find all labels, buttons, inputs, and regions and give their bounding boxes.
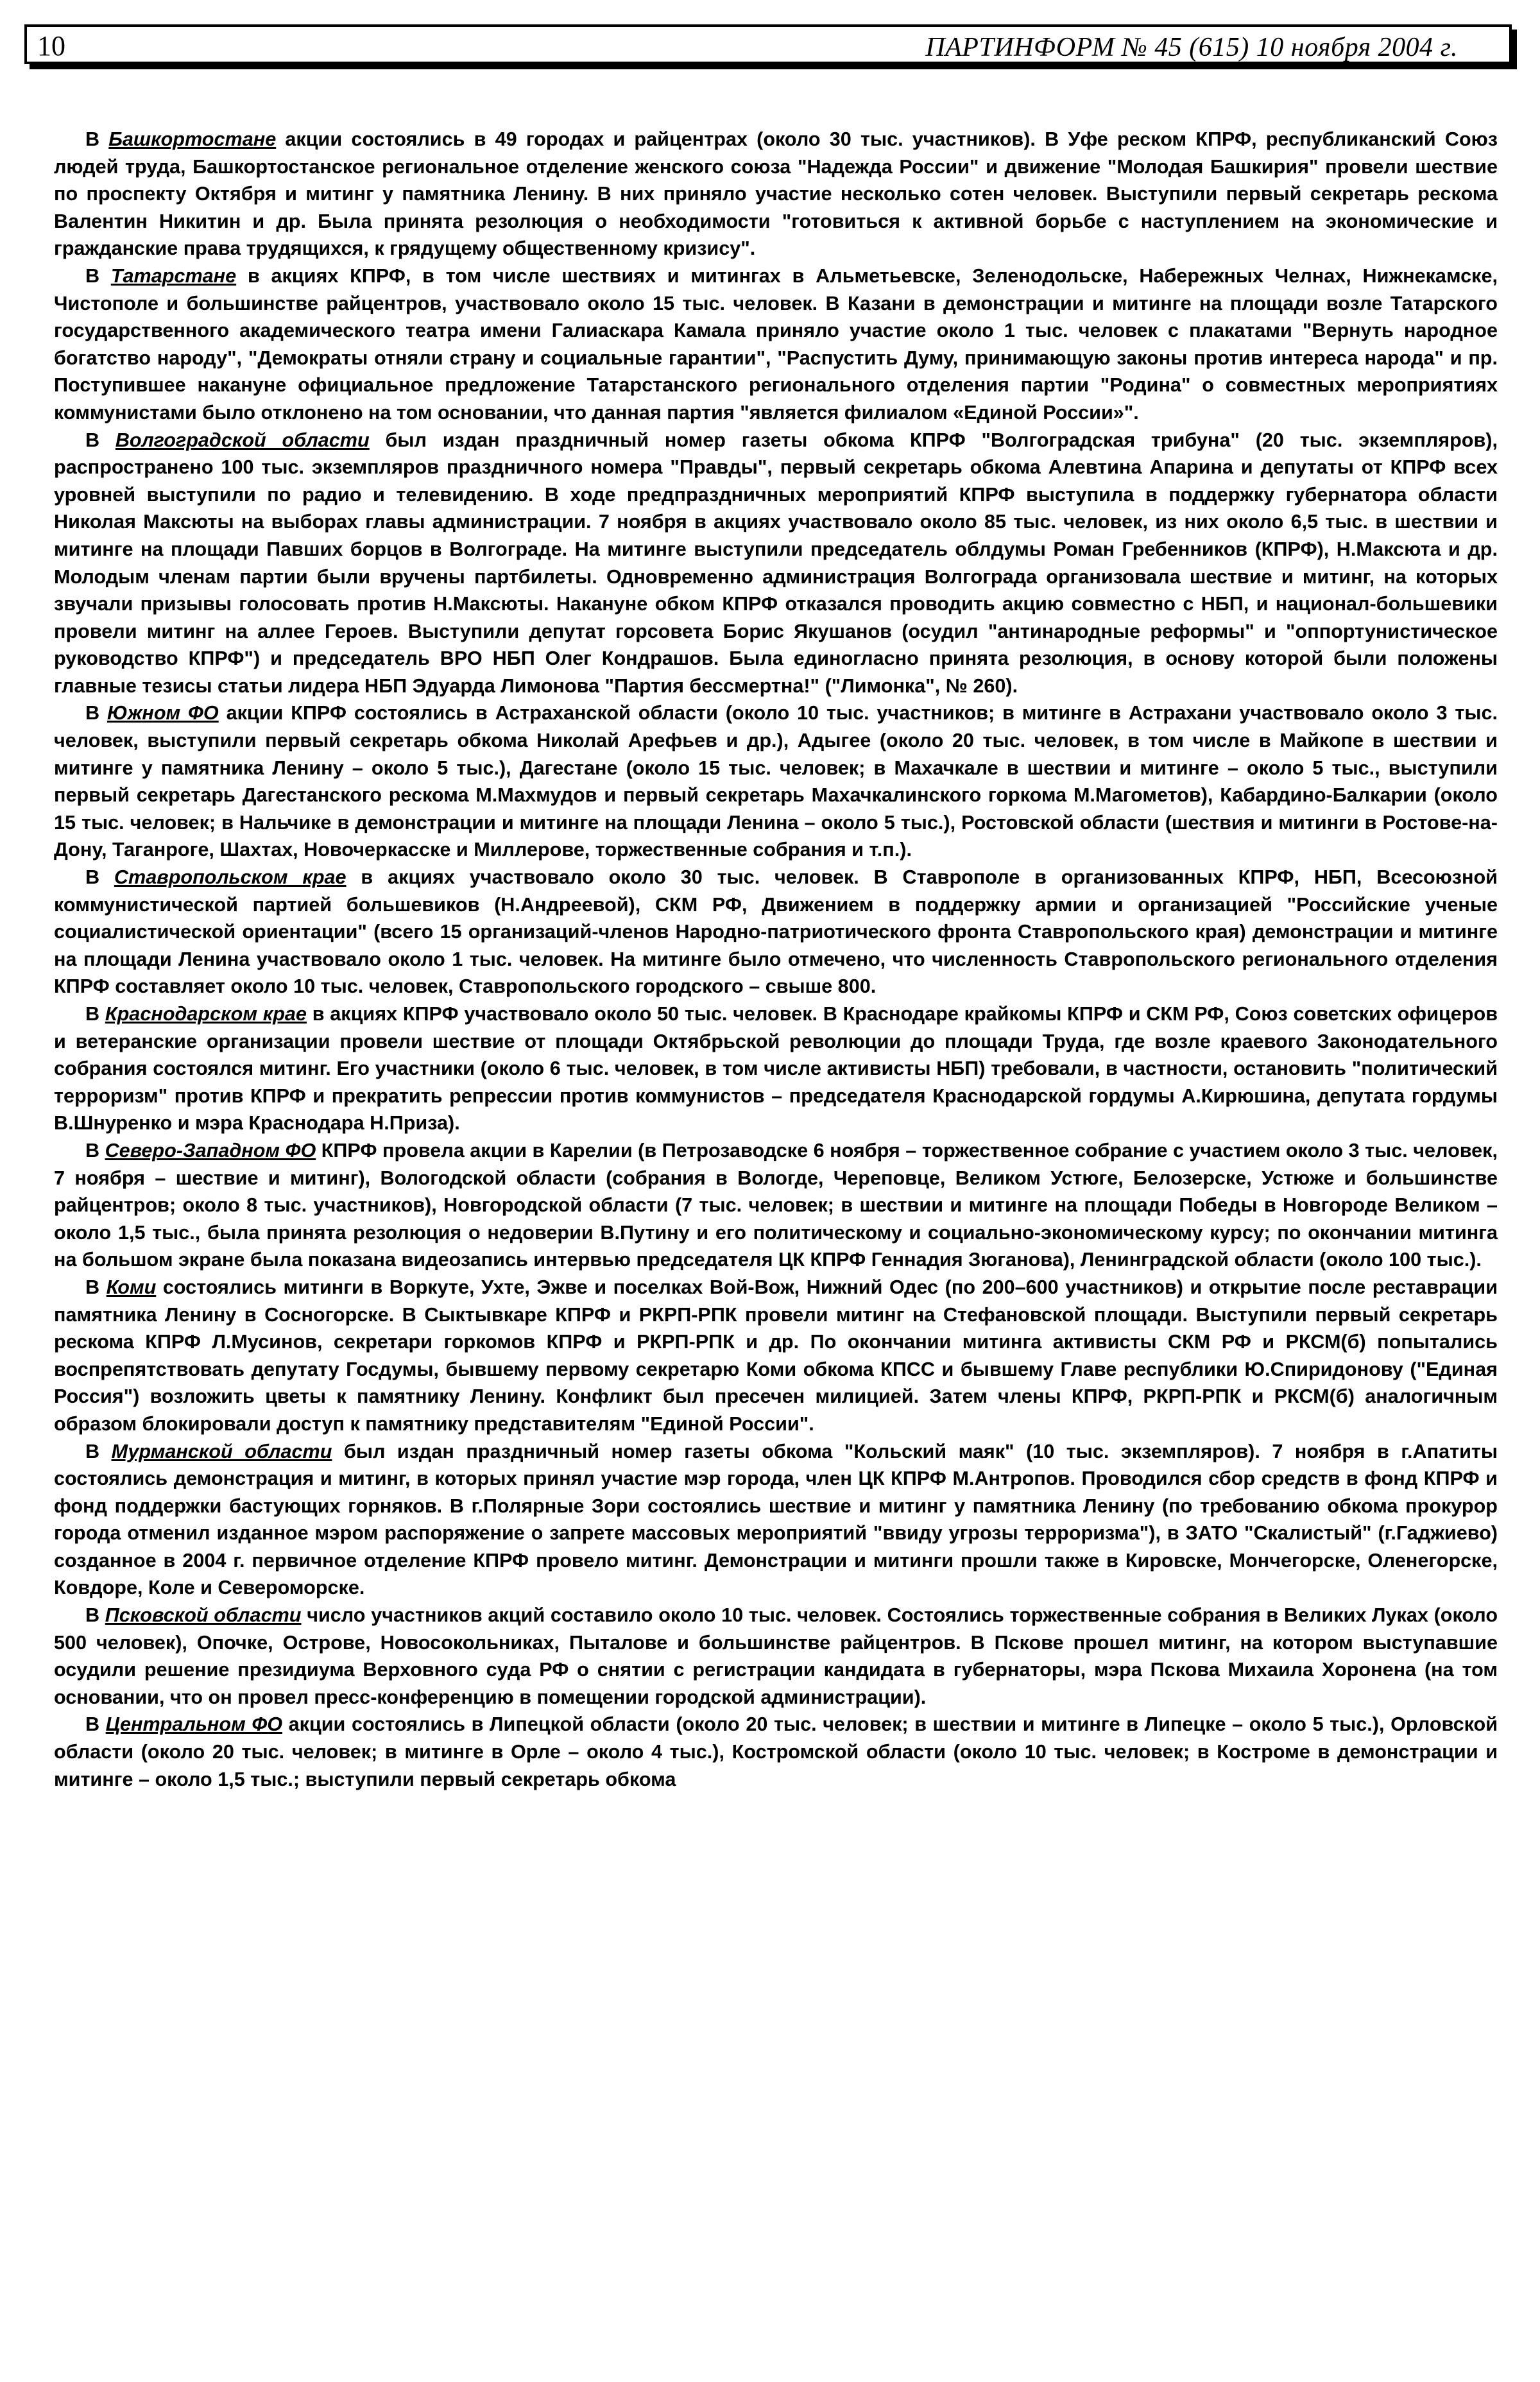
paragraph-text: акции состоялись в Липецкой области (около 20 тыс. человек; в шествии и митинге в Липецке – около 5 тыс.), Орловской области (около 20 тыс. человек; в митинге в Орле – около 4 тыс.), Костромской области (около 10 тыс. человек; в Костроме в демонстрации и митинге – около 1,5 тыс.; выступили первый секретарь обкома xyxy=(54,1713,1498,1790)
paragraph-text: акции КПРФ состоялись в Астраханской области (около 10 тыс. участников; в митинге в Астрахани участвовало около 3 тыс. человек, выступили первый секретарь обкома Николай Арефьев и др.), Адыгее (около 20 тыс. человек, в том числе в Майкопе в шествии и митинге у памятника Ленину – около 5 тыс.), Дагестане (около 15 тыс. человек; в Махачкале в шествии и митинге – около 5 тыс., выступили первый секретарь Дагестанского рескома М.Махмудов и первый секретарь Махачкалинского горкома М.Магометов), Кабардино-Балкарии (около 15 тыс. человек; в Нальчике в демонстрации и митинге на площади Ленина – около 5 тыс.), Ростовской области (шествия и митинги в Ростове-на-Дону, Таганроге, Шахтах, Новочеркасске и Миллерове, торжественные собрания и т.п.). xyxy=(54,702,1498,861)
paragraph-northwest-fo: В Северо-Западном ФО КПРФ провела акции в Карелии (в Петрозаводске 6 ноября – торжественное собрание с участием около 3 тыс. человек, 7 ноября – шествие и митинг), Вологодской области (собрания в Вологде, Череповце, Великом Устюге, Белозерске, Устюже и большинстве райцентров; около 8 тыс. участников), Новгородской области (7 тыс. человек; в шествии и митинге на площади Победы в Новгороде Великом – около 1,5 тыс., была принята резолюция о недоверии В.Путину и его политическому и социально-экономическому курсу; по окончании митинга на большом экране была показана видеозапись интервью председателя ЦК КПРФ Геннадия Зюганова), Ленинградской области (около 100 тыс.). xyxy=(54,1139,1498,1271)
page-header xyxy=(24,24,1512,64)
paragraph-pskov: В Псковской области число участников акций составило около 10 тыс. человек. Состоялись торжественные собрания в Великих Луках (около 500 человек), Опочке, Острове, Новосокольниках, Пыталове и большинстве райцентров. В Пскове прошел митинг, на котором выступавшие осудили решение президиума Верховного суда РФ о снятии с регистрации кандидата в губернаторы, мэра Пскова Михаила Хоронена (на том основании, что он провел пресс-конференцию в помещении городской администрации). xyxy=(54,1604,1498,1708)
paragraph-krasnodar: В Краснодарском крае в акциях КПРФ участвовало около 50 тыс. человек. В Краснодаре крайкомы КПРФ и СКМ РФ, Союз советских офицеров и ветеранские организации провели шествие от площади Октябрьской революции до площади Труда, где возле краевого Законодательного собрания состоялся митинг. Его участники (около 6 тыс. человек, в том числе активисты НБП) требовали, в частности, остановить "политический терроризм" против КПРФ и прекратить репрессии против коммунистов – председателя Краснодарской гордумы А.Кирюшина, депутата гордумы В.Шнуренко и мэра Краснодара Н.Приза). xyxy=(54,1003,1498,1135)
paragraph-central-fo: В Центральном ФО акции состоялись в Липецкой области (около 20 тыс. человек; в шествии и митинге в Липецке – около 5 тыс.), Орловской области (около 20 тыс. человек; в митинге в Орле – около 4 тыс.), Костромской области (около 10 тыс. человек; в Костроме в демонстрации и митинге – около 1,5 тыс.; выступили первый секретарь обкома xyxy=(54,1713,1498,1790)
issue-title: ПАРТИНФОРМ № 45 (615) 10 ноября 2004 г. xyxy=(925,33,1458,62)
region-name: Ставропольском крае xyxy=(114,866,346,889)
article-body xyxy=(54,126,1498,1793)
paragraph-murmansk: В Мурманской области был издан праздничный номер газеты обкома "Кольский маяк" (10 тыс. экземпляров). 7 ноября в г.Апатиты состоялись демонстрация и митинг, в которых принял участие мэр города, член ЦК КПРФ М.Антропов. Проводился сбор средств в фонд КПРФ и фонд поддержки бастующих горняков. В г.Полярные Зори состоялись шествие и митинг у памятника Ленину (по требованию обкома прокурор города отменил изданное мэром распоряжение о запрете массовых мероприятий "ввиду угрозы терроризма"), в ЗАТО "Скалистый" (г.Гаджиево) созданное в 2004 г. первичное отделение КПРФ провело митинг. Демонстрации и митинги прошли также в Кировске, Мончегорске, Оленегорске, Ковдоре, Коле и Североморске. xyxy=(54,1440,1498,1599)
paragraph-text: был издан праздничный номер газеты обкома КПРФ "Волгоградская трибуна" (20 тыс. экземпляров), распространено 100 тыс. экземпляров праздничного номера "Правды", первый секретарь обкома Алевтина Апарина и депутаты от КПРФ всех уровней выступили по радио и телевидению. В ходе предпраздничных мероприятий КПРФ выступила в поддержку губернатора области Николая Максюты на выборах главы администрации. 7 ноября в акциях участвовало около 85 тыс. человек, из них около 6,5 тыс. в шествии и митинге на площади Павших борцов в Волгограде. На митинге выступили председатель облдумы Роман Гребенников (КПРФ), Н.Максюта и др. Молодым членам партии были вручены партбилеты. Одновременно администрация Волгограда организовала шествие и митинг, на которых звучали призывы голосовать против Н.Максюты. Накануне обком КПРФ отказался проводить акцию совместно с НБП, и национал-большевики провели митинг на аллее Героев. Выступили депутат горсовета Борис Якушанов (осудил "антинародные реформы" и "оппортунистическое руководство КПРФ") и председатель ВРО НБП Олег Кондрашов. Была единогласно принята резолюция, в основу которой были положены главные тезисы статьи лидера НБП Эдуарда Лимонова "Партия бессмертна!" ("Лимонка", № 260). xyxy=(54,429,1498,697)
region-name: Центральном ФО xyxy=(105,1713,283,1736)
paragraph-tatarstan: В Татарстане в акциях КПРФ, в том числе шествиях и митингах в Альметьевске, Зеленодольске, Набережных Челнах, Нижнекамске, Чистополе и большинстве райцентров, участвовало около 15 тыс. человек. В Казани в демонстрации и митинге на площади возле Татарского государственного академического театра имени Галиаскара Камала приняло участие около 1 тыс. человек с плакатами "Вернуть народное богатство народу", "Демократы отняли страну и социальные гарантии", "Распустить Думу, принимающую законы против интереса народа" и пр. Поступившее накануне официальное предложение Татарстанского регионального отделения партии "Родина" о совместных мероприятиях коммунистами было отклонено на том основании, что данная партия "является филиалом «Единой России»". xyxy=(54,264,1498,424)
region-name: Коми xyxy=(106,1276,157,1298)
paragraph-text: акции состоялись в 49 городах и райцентрах (около 30 тыс. участников). В Уфе реском КПРФ, республиканский Союз людей труда, Башкортостанское региональное отделение женского союза "Надежда России" и движение "Молодая Башкирия" провели шествие по проспекту Октября и митинг у памятника Ленину. В них приняло участие несколько сотен человек. Выступили первый секретарь рескома Валентин Никитин и др. Была принята резолюция о необходимости "готовиться к активной борьбе с наступлением на экономические и гражданские права трудящихся, к грядущему общественному кризису". xyxy=(54,128,1498,260)
paragraph-text: в акциях КПРФ, в том числе шествиях и митингах в Альметьевске, Зеленодольске, Набережных Челнах, Нижнекамске, Чистополе и большинстве райцентров, участвовало около 15 тыс. человек. В Казани в демонстрации и митинге на площади возле Татарского государственного академического театра имени Галиаскара Камала приняло участие около 1 тыс. человек с плакатами "Вернуть народное богатство народу", "Демократы отняли страну и социальные гарантии", "Распустить Думу, принимающую законы против интереса народа" и пр. Поступившее накануне официальное предложение Татарстанского регионального отделения партии "Родина" о совместных мероприятиях коммунистами было отклонено на том основании, что данная партия "является филиалом «Единой России»". xyxy=(54,264,1498,424)
paragraph-text: в акциях участвовало около 30 тыс. человек. В Ставрополе в организованных КПРФ, НБП, Всесоюзной коммунистической партией большевиков (Н.Андреевой), СКМ РФ, Движением в поддержку армии и организацией "Российские ученые социалистической ориентации" (всего 15 организаций-членов Народно-патриотического фронта Ставропольского края) демонстрации и митинге на площади Ленина участвовало около 1 тыс. человек. На митинге было отмечено, что численность Ставропольского регионального отделения КПРФ составляет около 10 тыс. человек, Ставропольского городского – свыше 800. xyxy=(54,866,1498,998)
region-name: Башкортостане xyxy=(108,128,277,150)
paragraph-text: был издан праздничный номер газеты обкома "Кольский маяк" (10 тыс. экземпляров). 7 ноября в г.Апатиты состоялись демонстрация и митинг, в которых принял участие мэр города, член ЦК КПРФ М.Антропов. Проводился сбор средств в фонд КПРФ и фонд поддержки бастующих горняков. В г.Полярные Зори состоялись шествие и митинг у памятника Ленину (по требованию обкома прокурор города отменил изданное мэром распоряжение о запрете массовых мероприятий "ввиду угрозы терроризма"), в ЗАТО "Скалистый" (г.Гаджиево) созданное в 2004 г. первичное отделение КПРФ провело митинг. Демонстрации и митинги прошли также в Кировске, Мончегорске, Оленегорске, Ковдоре, Коле и Североморске. xyxy=(54,1440,1498,1599)
region-name: Татарстане xyxy=(110,264,237,287)
paragraph-bashkortostan: В Башкортостане акции состоялись в 49 городах и райцентрах (около 30 тыс. участников). В Уфе реском КПРФ, республиканский Союз людей труда, Башкортостанское региональное отделение женского союза "Надежда России" и движение "Молодая Башкирия" провели шествие по проспекту Октября и митинг у памятника Ленину. В них приняло участие несколько сотен человек. Выступили первый секретарь рескома Валентин Никитин и др. Была принята резолюция о необходимости "готовиться к активной борьбе с наступлением на экономические и гражданские права трудящихся, к грядущему общественному кризису". xyxy=(54,128,1498,260)
region-name: Волгоградской области xyxy=(115,429,370,451)
region-name: Краснодарском крае xyxy=(105,1003,307,1025)
region-name: Псковской области xyxy=(105,1604,302,1627)
paragraph-south-fo: В Южном ФО акции КПРФ состоялись в Астраханской области (около 10 тыс. участников; в митинге в Астрахани участвовало около 3 тыс. человек, выступили первый секретарь обкома Николай Арефьев и др.), Адыгее (около 20 тыс. человек, в том числе в Майкопе в шествии и митинге у памятника Ленину – около 5 тыс.), Дагестане (около 15 тыс. человек; в Махачкале в шествии и митинге – около 5 тыс., выступили первый секретарь Дагестанского рескома М.Махмудов и первый секретарь Махачкалинского горкома М.Магометов), Кабардино-Балкарии (около 15 тыс. человек; в Нальчике в демонстрации и митинге на площади Ленина – около 5 тыс.), Ростовской области (шествия и митинги в Ростове-на-Дону, Таганроге, Шахтах, Новочеркасске и Миллерове, торжественные собрания и т.п.). xyxy=(54,702,1498,861)
page-number: 10 xyxy=(37,30,65,62)
region-name: Северо-Западном ФО xyxy=(105,1139,316,1161)
paragraph-text: число участников акций составило около 10 тыс. человек. Состоялись торжественные собрания в Великих Луках (около 500 человек), Опочке, Острове, Новосокольниках, Пыталове и большинстве райцентров. В Пскове прошел митинг, на котором выступавшие осудили решение президиума Верховного суда РФ о снятии с регистрации кандидата в губернаторы, мэра Пскова Михаила Хоронена (на том основании, что он провел пресс-конференцию в помещении городской администрации). xyxy=(54,1604,1498,1708)
paragraph-stavropol: В Ставропольском крае в акциях участвовало около 30 тыс. человек. В Ставрополе в организованных КПРФ, НБП, Всесоюзной коммунистической партией большевиков (Н.Андреевой), СКМ РФ, Движением в поддержку армии и организацией "Российские ученые социалистической ориентации" (всего 15 организаций-членов Народно-патриотического фронта Ставропольского края) демонстрации и митинге на площади Ленина участвовало около 1 тыс. человек. На митинге было отмечено, что численность Ставропольского регионального отделения КПРФ составляет около 10 тыс. человек, Ставропольского городского – свыше 800. xyxy=(54,866,1498,998)
paragraph-text: в акциях КПРФ участвовало около 50 тыс. человек. В Краснодаре крайкомы КПРФ и СКМ РФ, Союз советских офицеров и ветеранские организации провели шествие от площади Октябрьской революции до площади Труда, где возле краевого Законодательного собрания состоялся митинг. Его участники (около 6 тыс. человек, в том числе активисты НБП) требовали, в частности, остановить "политический терроризм" против КПРФ и прекратить репрессии против коммунистов – председателя Краснодарской гордумы А.Кирюшина, депутата гордумы В.Шнуренко и мэра Краснодара Н.Приза). xyxy=(54,1003,1498,1135)
region-name: Южном ФО xyxy=(107,702,219,724)
region-name: Мурманской области xyxy=(111,1440,332,1462)
paragraph-komi: В Коми состоялись митинги в Воркуте, Ухте, Эжве и поселках Вой-Вож, Нижний Одес (по 200–600 участников) и открытие после реставрации памятника Ленину в Сосногорске. В Сыктывкаре КПРФ и РКРП-РПК провели митинг на Стефановской площади. Выступили первый секретарь рескома КПРФ Л.Мусинов, секретари горкомов КПРФ и РКРП-РПК и др. По окончании митинга активисты СКМ РФ и РКСМ(б) попытались воспрепятствовать депутату Госдумы, бывшему первому секретарю Коми обкома КПСС и бывшему Главе республики Ю.Спиридонову ("Единая Россия") возложить цветы к памятнику Ленину. Конфликт был пресечен милицией. Затем члены КПРФ, РКРП-РПК и РКСМ(б) аналогичным образом блокировали доступ к памятнику представителям "Единой России". xyxy=(54,1276,1498,1435)
paragraph-text: КПРФ провела акции в Карелии (в Петрозаводске 6 ноября – торжественное собрание с участием около 3 тыс. человек, 7 ноября – шествие и митинг), Вологодской области (собрания в Вологде, Череповце, Великом Устюге, Белозерске, Устюже и большинстве райцентров; около 8 тыс. участников), Новгородской области (7 тыс. человек; в шествии и митинге на площади Победы в Новгороде Великом – около 1,5 тыс., была принята резолюция о недоверии В.Путину и его политическому и социально-экономическому курсу; по окончании митинга на большом экране была показана видеозапись интервью председателя ЦК КПРФ Геннадия Зюганова), Ленинградской области (около 100 тыс.). xyxy=(54,1139,1498,1271)
paragraph-volgograd: В Волгоградской области был издан праздничный номер газеты обкома КПРФ "Волгоградская трибуна" (20 тыс. экземпляров), распространено 100 тыс. экземпляров праздничного номера "Правды", первый секретарь обкома Алевтина Апарина и депутаты от КПРФ всех уровней выступили по радио и телевидению. В ходе предпраздничных мероприятий КПРФ выступила в поддержку губернатора области Николая Максюты на выборах главы администрации. 7 ноября в акциях участвовало около 85 тыс. человек, из них около 6,5 тыс. в шествии и митинге на площади Павших борцов в Волгограде. На митинге выступили председатель облдумы Роман Гребенников (КПРФ), Н.Максюта и др. Молодым членам партии были вручены партбилеты. Одновременно администрация Волгограда организовала шествие и митинг, на которых звучали призывы голосовать против Н.Максюты. Накануне обком КПРФ отказался проводить акцию совместно с НБП, и национал-большевики провели митинг на аллее Героев. Выступили депутат горсовета Борис Якушанов (осудил "антинародные реформы" и "оппортунистическое руководство КПРФ") и председатель ВРО НБП Олег Кондрашов. Была единогласно принята резолюция, в основу которой были положены главные тезисы статьи лидера НБП Эдуарда Лимонова "Партия бессмертна!" ("Лимонка", № 260). xyxy=(54,429,1498,697)
paragraph-text: состоялись митинги в Воркуте, Ухте, Эжве и поселках Вой-Вож, Нижний Одес (по 200–600 участников) и открытие после реставрации памятника Ленину в Сосногорске. В Сыктывкаре КПРФ и РКРП-РПК провели митинг на Стефановской площади. Выступили первый секретарь рескома КПРФ Л.Мусинов, секретари горкомов КПРФ и РКРП-РПК и др. По окончании митинга активисты СКМ РФ и РКСМ(б) попытались воспрепятствовать депутату Госдумы, бывшему первому секретарю Коми обкома КПСС и бывшему Главе республики Ю.Спиридонову ("Единая Россия") возложить цветы к памятнику Ленину. Конфликт был пресечен милицией. Затем члены КПРФ, РКРП-РПК и РКСМ(б) аналогичным образом блокировали доступ к памятнику представителям "Единой России". xyxy=(54,1276,1498,1435)
